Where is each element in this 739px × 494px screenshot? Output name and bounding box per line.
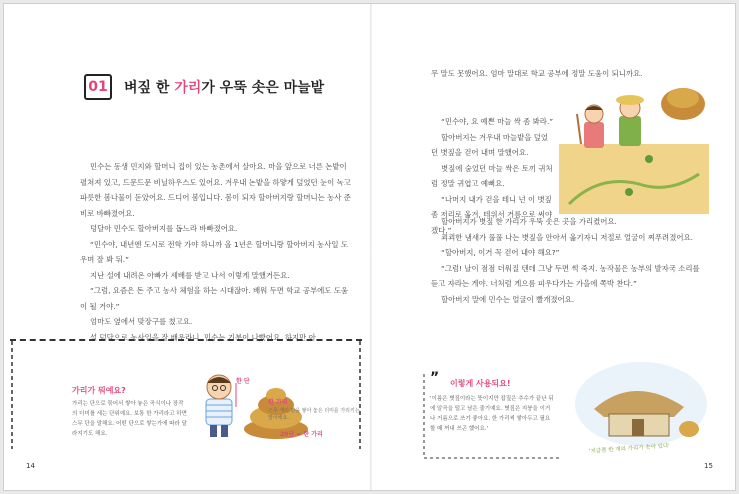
label-han-dan: 한 단 — [236, 378, 250, 385]
paragraph: “민수야, 요 예쁜 마늘 싹 좀 봐라.” — [441, 117, 554, 126]
note-text-gari: 가리는 단으로 묶어서 쌓아 놓은 곡식이나 장작의 더미를 세는 단위예요. 보통 한 가리라고 하면 스무 단을 말해요. 어떤 단으로 쌓는가에 따라 달라지기도 해요. — [72, 401, 187, 437]
book-gutter — [370, 4, 372, 490]
paragraph: 할아버지 말에 민수는 얼굴이 빨개졌어요. — [441, 294, 575, 304]
chapter-title-accent: 가리 — [174, 80, 202, 96]
paragraph: 할아버지가 볏짚 한 가리가 우뚝 솟은 곳을 가리켰어요. — [441, 217, 617, 226]
dan-pointer-icon — [232, 383, 240, 409]
paragraph: “그럼, 요즘은 돈 주고 농사 체험을 하는 시대잖아. 배워 두면 학교 공부에도 도움이 될 거야.” — [80, 286, 349, 311]
paragraph: 볏짚에 숨었던 마늘 싹은 토끼 귀처럼 정말 귀엽고 예뻐요. — [431, 163, 553, 188]
paragraph: “할아버지, 이거 꼭 걷어 내야 해요?” — [441, 248, 560, 257]
gari-equation: 20단 = 한 가리 — [280, 431, 323, 438]
label-gari-desc: 스무 개의 단을 쌓아 놓은 더미를 가리키는 말이에요. — [268, 408, 360, 421]
left-page-body — [80, 159, 352, 345]
note-text-usage: '이름은 볏짚이라는 뜻이지만 잡짚은 추수가 끝난 뒤에 알곡을 털고 남은 줄기예요. 볏짚은 지붕을 이거나 거름으로 쓰기 좋아요. 한 가리씩 쌓아두고 필요할 때 꺼내 쓰곤 했어요.' — [430, 396, 554, 432]
page-number-right: 15 — [704, 462, 713, 470]
paragraph: “나머지 내가 걷을 테니 넌 이 볏짚 좀 저리로 옮겨, 테위서 거름으로 써야겠다.” — [431, 194, 553, 235]
note-box-usage — [422, 366, 562, 461]
hut-illustration — [574, 359, 709, 449]
chapter-title-before: 벼짚 한 — [124, 80, 175, 96]
right-page-top: 무 말도 못했어요. 엄마 말대로 학교 공부에 정말 도움이 되니까요. — [431, 69, 643, 78]
paragraph: “그럼! 날이 점점 더워질 텐데 그냥 두면 썩 죽지. 농작물은 농부의 발자국 소리를 듣고 자라는 게야. 너처럼 게으름 피우다가는 가을에 쪽박 찬다.” — [431, 263, 700, 288]
page-number-left: 14 — [26, 462, 35, 470]
paragraph: 쾨쾨한 냄새가 풀풀 나는 볏짚을 안아서 옮기자니 저절로 얼굴이 찌푸려졌어요. — [441, 232, 693, 242]
paragraph: “민수야, 내년엔 도시로 전학 가야 하니까 올 1년은 할머니랑 할아버지 농사일 도우며 잘 봐 둬.” — [80, 239, 349, 264]
chapter-title — [124, 77, 324, 97]
book-spread — [3, 3, 736, 491]
paragraph: 덩달아 민수도 할아버지를 돕느라 바빠졌어요. — [90, 224, 238, 233]
paragraph: 할아버지는 겨우내 마늘밭을 덮었던 볏짚을 걷어 내며 말했어요. — [431, 132, 549, 157]
paragraph: 설 덕달으로 농사일을 잘 배우라니, 민수는 기분이 나빴어요. 하지만 아 — [90, 332, 316, 342]
note-box-gari — [10, 339, 362, 449]
label-han-gari: 한 가리 — [268, 399, 288, 406]
chapter-number: 01 — [84, 74, 112, 100]
paragraph: 지난 설에 내려온 아빠가 세배를 받고 나서 이렇게 말했거든요. — [90, 270, 290, 280]
quote-icon: ” — [430, 370, 440, 386]
note-title-gari: 가리가 뭐예요? — [72, 386, 126, 395]
chapter-heading — [84, 74, 324, 100]
illustration-caption: '지금쯤 한 개의 가리가 솟아 있다' — [588, 443, 671, 455]
farm-illustration — [559, 74, 709, 214]
note-title-usage: 이렇게 사용되요! — [450, 379, 511, 388]
paragraph: 엄마도 옆에서 맞장구를 쳤고요. — [90, 317, 193, 326]
paragraph: 민수는 동생 민지와 할머니 집이 있는 농촌에서 살아요. 마을 앞으로 너른 논밭이 펼쳐져 있고, 드문드문 비닐하우스도 있어요. 겨우내 논밭을 하얗게 덮었던 눈이 녹고 파릇한 봄나물이 돋았어요. 드디어 봄입니다. 봄이 되자 할아버지랑 할머니는 농사 준비로 바빠졌어요. — [80, 162, 351, 218]
right-page-bottom — [431, 214, 701, 307]
chapter-title-after: 가 우뚝 솟은 마늘밭 — [201, 80, 325, 96]
